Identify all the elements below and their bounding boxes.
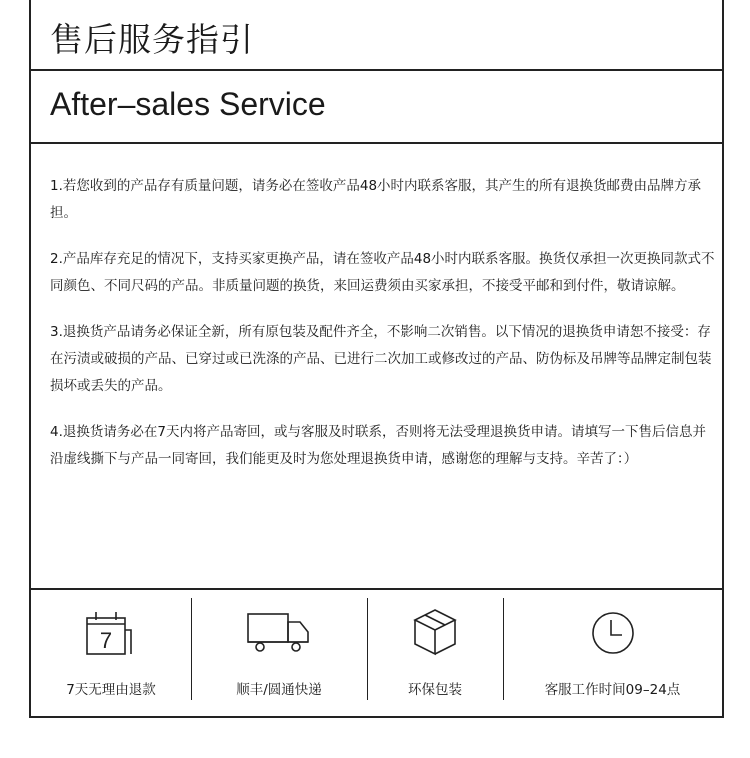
divider-bottom: [29, 716, 724, 718]
feature-packaging: [367, 590, 503, 708]
feature-label-service-hours: 客服工作时间09–24点: [544, 682, 681, 698]
divider-top: [29, 69, 724, 71]
divider-title: [29, 142, 724, 144]
feature-label-packaging: 环保包装: [408, 682, 462, 698]
feature-bar: [31, 590, 722, 708]
title-english: After–sales Service: [50, 86, 326, 122]
policy-paragraph-3: 3.退换货产品请务必保证全新，所有原包装及配件齐全，不影响二次销售。以下情况的退换货申请恕不接受：存在污渍或破损的产品、已穿过或已洗涤的产品、已进行二次加工或修改过的产品、防伪标及吊牌等品牌定制包装损坏或丢失的产品。: [50, 324, 712, 394]
box-icon: [410, 606, 460, 658]
calendar-icon: [85, 608, 137, 656]
policy-paragraph-2: 2.产品库存充足的情况下，支持买家更换产品，请在签收产品48小时内联系客服。换货仅承担一次更换同款式不同颜色、不同尺码的产品。非质量问题的换货，来回运费须由买家承担，不接受平邮和到付件，敬请谅解。: [50, 251, 715, 294]
policy-text: [50, 173, 715, 492]
feature-refund: [31, 590, 191, 708]
feature-label-refund: 7天无理由退款: [66, 682, 156, 698]
title-chinese: 售后服务指引: [50, 20, 254, 59]
truck-icon: [244, 610, 314, 656]
feature-service-hours: [503, 590, 722, 708]
calendar-day: 7: [99, 628, 113, 653]
policy-paragraph-4: 4.退换货请务必在7天内将产品寄回，或与客服及时联系，否则将无法受理退换货申请。请填写一下售后信息并沿虚线撕下与产品一同寄回，我们能更及时为您处理退换货申请，感谢您的理解与支持。辛苦了：）: [50, 424, 706, 467]
clock-icon: [590, 610, 636, 656]
feature-label-shipping: 顺丰/圆通快递: [236, 682, 322, 698]
feature-shipping: [191, 590, 367, 708]
policy-paragraph-1: 1.若您收到的产品存有质量问题，请务必在签收产品48小时内联系客服，其产生的所有退换货邮费由品牌方承担。: [50, 178, 702, 221]
